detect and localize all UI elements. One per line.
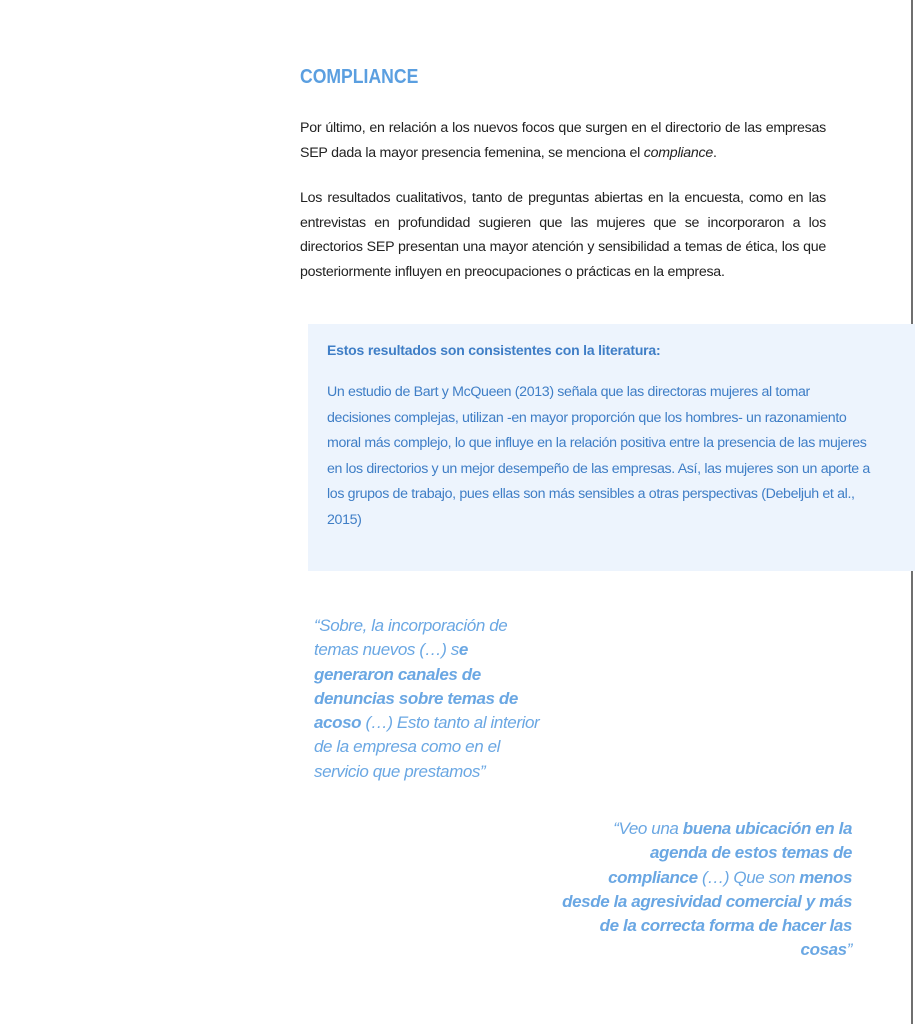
intro-emphasis: compliance [643,144,714,161]
quote-right-bold-2: menos desde la agresividad comercial y más de la correcta forma de hacer las cosas [562,867,852,960]
intro-text-end: . [713,144,717,161]
quote-right [560,817,852,963]
callout-body: Un estudio de Bart y McQueen (2013) señala que las directoras mujeres al tomar decisiones complejas, utilizan -en mayor proporción que los hombres- un razonamiento moral más complejo, lo que influye en la relación positiva entre la presencia de las mujeres en los directorios y un mejor desempeño de las empresas. Así, las mujeres son un aporte a los grupos de trabajo, pues ellas son más sensibles a otras perspectivas (Debeljuh et al., 2015) [327,384,870,528]
intro-paragraph [300,116,826,165]
quote-left-text-1: “Sobre, la incorporación de temas nuevos (…) s [314,616,508,660]
quote-left-bold-1: e generaron canales de denuncias sobre temas de acoso [314,640,518,733]
quote-right-text-2: (…) Que son [697,867,800,887]
callout-title: Estos resultados son consistentes con la literatura: [327,342,661,358]
quote-left [314,614,544,784]
intro-text: Por último, en relación a los nuevos focos que surgen en el directorio de las empresas SEP dada la mayor presencia femenina, se menciona el [300,120,826,161]
quote-left-text-2: (…) Esto tanto al interior de la empresa como en el servicio que prestamos” [314,713,540,781]
results-paragraph: Los resultados cualitativos, tanto de preguntas abiertas en la encuesta, como en las entrevistas en profundidad sugieren que las mujeres que se incorporaron a los directorios SEP presentan una mayor atención y sensibilidad a temas de ética, los que posteriormente influyen en preocupaciones o prácticas en la empresa. [300,190,826,280]
section-heading: COMPLIANCE [300,66,419,88]
quote-right-text-1: “Veo una [613,819,683,838]
quote-right-bold-1: buena ubicación en la agenda de estos temas de compliance [608,819,852,887]
quote-right-text-3: ” [846,940,852,960]
